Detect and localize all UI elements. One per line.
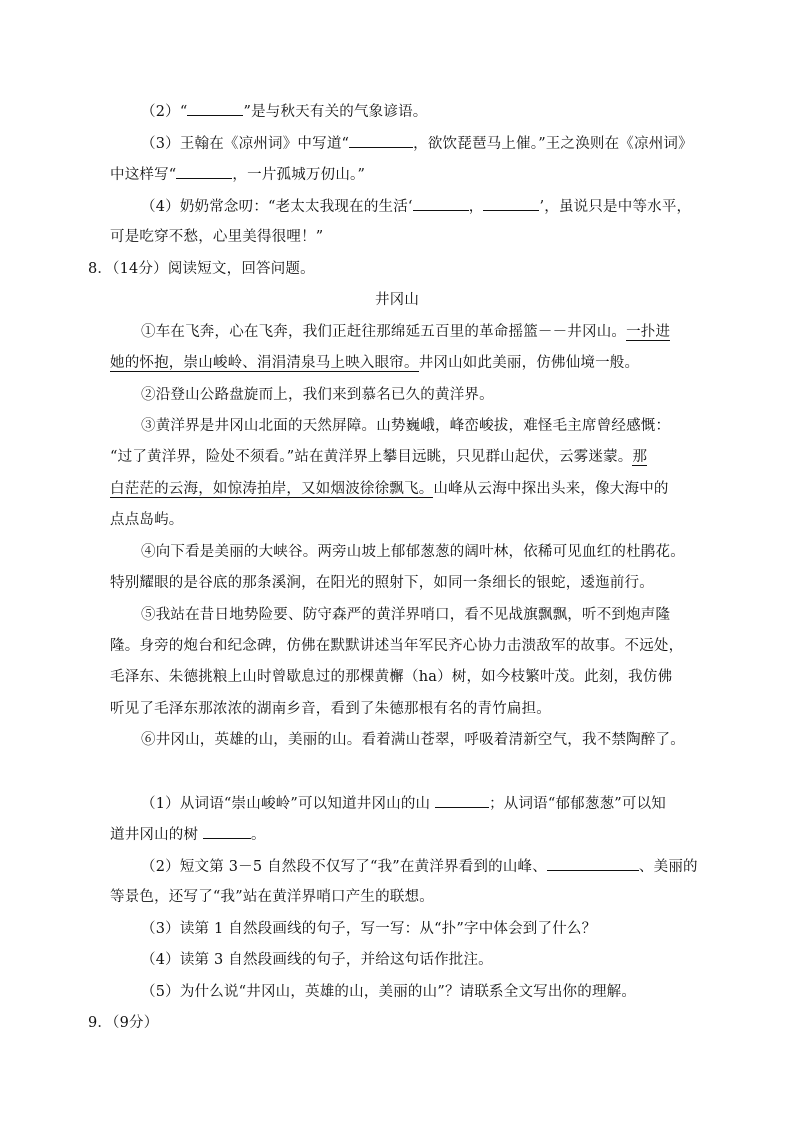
- q7-sub4-line2: 可是吃穿不愁，心里美得很哩！”: [110, 229, 324, 245]
- para6: ⑥井冈山，英雄的山，美丽的山。看着满山苍翠，呼吸着清新空气，我不禁陶醉了。: [141, 732, 685, 748]
- para5-line1: ⑤我站在昔日地势险要、防守森严的黄洋界哨口，看不见战旗飘飘，听不到炮声隆: [141, 607, 671, 623]
- para3-line2: “过了黄洋界，险处不须看。”站在黄洋界上攀目远眺，只见群山起伏，云雾迷蒙。那: [110, 449, 648, 465]
- q8-sub1-line1: （1）从词语“崇山峻岭”可以知道井冈山的山 ；从词语“郁郁葱葱”可以知: [141, 793, 666, 814]
- underlined-sentence: 那: [632, 449, 648, 465]
- para5-line2: 隆。身旁的炮台和纪念碑，仿佛在默默讲述当年军民齐心协力击溃敌军的故事。不远处，: [110, 638, 684, 654]
- passage-title: 井冈山: [374, 292, 420, 308]
- answer-blank: [203, 824, 251, 839]
- q8-sub2-line2: 等景色，还写了“我”站在黄洋界哨口产生的联想。: [110, 889, 434, 905]
- q8-sub2-line1: （2）短文第 3－5 自然段不仅写了“我”在黄洋界看到的山峰、 、美丽的: [141, 856, 698, 877]
- q8-sub1-line2: 道井冈山的树 。: [110, 824, 266, 845]
- answer-blank: [176, 164, 232, 179]
- q7-sub3-line1: （3）王翰在《凉州词》中写道“ ，欲饮琵琶马上催。”王之涣则在《凉州词》: [141, 133, 693, 154]
- answer-blank: [413, 196, 469, 211]
- para4-line2: 特别耀眼的是谷底的那条溪涧，在阳光的照射下，如同一条细长的银蛇，逶迤前行。: [110, 575, 654, 591]
- answer-blank: [547, 856, 639, 871]
- para3-line4: 点点岛屿。: [110, 512, 184, 528]
- para1-line1: ①车在飞奔，心在飞奔，我们正赶往那绵延五百里的革命摇篮－－井冈山。一扑进: [141, 324, 671, 340]
- q8-sub4: （4）读第 3 自然段画线的句子，并给这句话作批注。: [141, 952, 493, 968]
- para3-line3: 白茫茫的云海，如惊涛拍岸，又如烟波徐徐飘飞。山峰从云海中探出头来，像大海中的: [110, 481, 669, 497]
- q8-header: 8．（14分）阅读短文，回答问题。: [88, 261, 315, 277]
- underlined-sentence: 一扑进: [626, 324, 671, 340]
- para1-line2: 她的怀抱，崇山峻岭、涓涓清泉马上映入眼帘。井冈山如此美丽，仿佛仙境一般。: [110, 355, 640, 371]
- q9-header: 9．（9分）: [88, 1015, 159, 1031]
- para5-line4: 听见了毛泽东那浓浓的湖南乡音，看到了朱德那根有名的青竹扁担。: [110, 701, 551, 717]
- q7-sub4-line1: （4）奶奶常念叨：“老太太我现在的生活‘ ， ’，虽说只是中等水平，: [141, 196, 691, 217]
- underlined-sentence: 白茫茫的云海，如惊涛拍岸，又如烟波徐徐飘飞。: [110, 481, 434, 497]
- q7-sub2: （2）“ ”是与秋天有关的气象谚语。: [141, 101, 427, 122]
- para2: ②沿登山公路盘旋而上，我们来到慕名已久的黄洋界。: [141, 387, 494, 403]
- q8-sub5: （5）为什么说“井冈山，英雄的山，美丽的山”？请联系全文写出你的理解。: [141, 984, 637, 1000]
- para5-line3: 毛泽东、朱德挑粮上山时曾歇息过的那棵黄檞（ha）树，如今枝繁叶茂。此刻，我仿佛: [110, 669, 673, 685]
- para4-line1: ④向下看是美丽的大峡谷。两旁山坡上郁郁葱葱的阔叶林，依稀可见血红的杜鹃花。: [141, 544, 685, 560]
- q8-sub3: （3）读第 1 自然段画线的句子，写一写：从“扑”字中体会到了什么？: [141, 921, 597, 937]
- q7-sub3-line2: 中这样写“ ，一片孤城万仞山。”: [110, 164, 365, 185]
- answer-blank: [349, 133, 413, 148]
- answer-blank: [187, 101, 243, 116]
- para3-line1: ③黄洋界是井冈山北面的天然屏障。山势巍峨，峰峦峻拔，难怪毛主席曾经感慨：: [141, 418, 671, 434]
- underlined-sentence: 她的怀抱，崇山峻岭、涓涓清泉马上映入眼帘。: [110, 355, 419, 371]
- answer-blank: [435, 793, 489, 808]
- answer-blank: [483, 196, 539, 211]
